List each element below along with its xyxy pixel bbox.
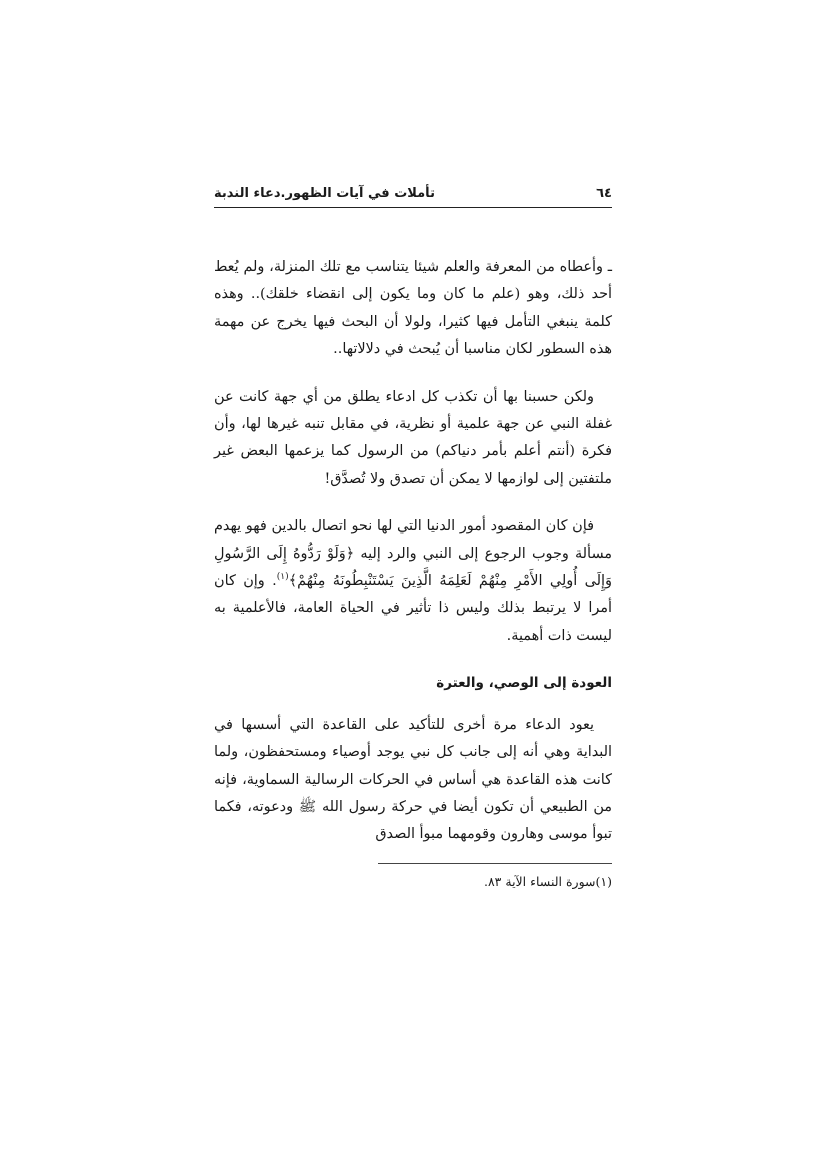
paragraph-1: ـ وأعطاه من المعرفة والعلم شيئا يتناسب مع تلك المنزلة، ولم يُعط أحد ذلك، وهو (علم ما كان وما يكون إلى انقضاء خلقك).. وهذه كلمة ينبغي التأمل فيها كثيرا، ولولا أن البحث فيها يخرج عن مهمة هذه السطور لكان مناسبا أن يُبحث في دلالاتها.. bbox=[214, 259, 612, 358]
book-title: تأملات في آيات الظهور.دعاء الندبة bbox=[214, 186, 435, 201]
document-page bbox=[214, 186, 612, 892]
paragraph-3 bbox=[214, 513, 612, 650]
footnote-reference[interactable]: (١) bbox=[276, 572, 289, 583]
footnote-divider bbox=[378, 863, 612, 864]
paragraph-3-text-before: فإن كان المقصود أمور الدنيا التي لها نحو اتصال بالدين فهو يهدم مسألة وجوب الرجوع إلى النبي والرد إليه bbox=[214, 518, 612, 562]
quran-verse: ﴿وَلَوْ رَدُّوهُ إِلَى الرَّسُولِ وَإِلَى أُولِي الأَمْرِ مِنْهُمْ لَعَلِمَهُ الَّذِينَ يَسْتَنْبِطُونَهُ مِنْهُمْ﴾ bbox=[214, 545, 612, 590]
paragraph-4: يعود الدعاء مرة أخرى للتأكيد على القاعدة التي أسسها في البداية وهي أنه إلى جانب كل نبي يوجد أوصياء ومستحفظون، ولما كانت هذه القاعدة هي أساس في الحركات الرسالية السماوية، فإنه من الطبيعي أن تكون أيضا في حركة رسول الله ﷺ ودعوته، فكما تبوأ موسى وهارون وقومهما مبوأ الصدق bbox=[214, 716, 612, 843]
page-number: ٦٤ bbox=[596, 186, 612, 201]
footnote: (١)سورة النساء الآية ٨٣. bbox=[483, 873, 612, 889]
section-heading: العودة إلى الوصي، والعترة bbox=[436, 675, 612, 692]
running-header bbox=[214, 186, 612, 208]
main-text bbox=[214, 254, 612, 892]
paragraph-3-text-after: . وإن كان أمرا لا يرتبط بذلك وليس ذا تأثير في الحياة العامة، فالأعلمية به ليست ذات أهمية. bbox=[214, 573, 612, 644]
paragraph-2: ولكن حسبنا بها أن تكذب كل ادعاء يطلق من أي جهة كانت عن غفلة النبي عن جهة علمية أو نظرية، في مقابل تنبه غيرها لها، وأن فكرة (أنتم أعلم بأمر دنياكم) من الرسول كما يزعمها البعض غير ملتفتين إلى لوازمها لا يمكن أن تصدق ولا تُصدَّق! bbox=[214, 388, 612, 487]
